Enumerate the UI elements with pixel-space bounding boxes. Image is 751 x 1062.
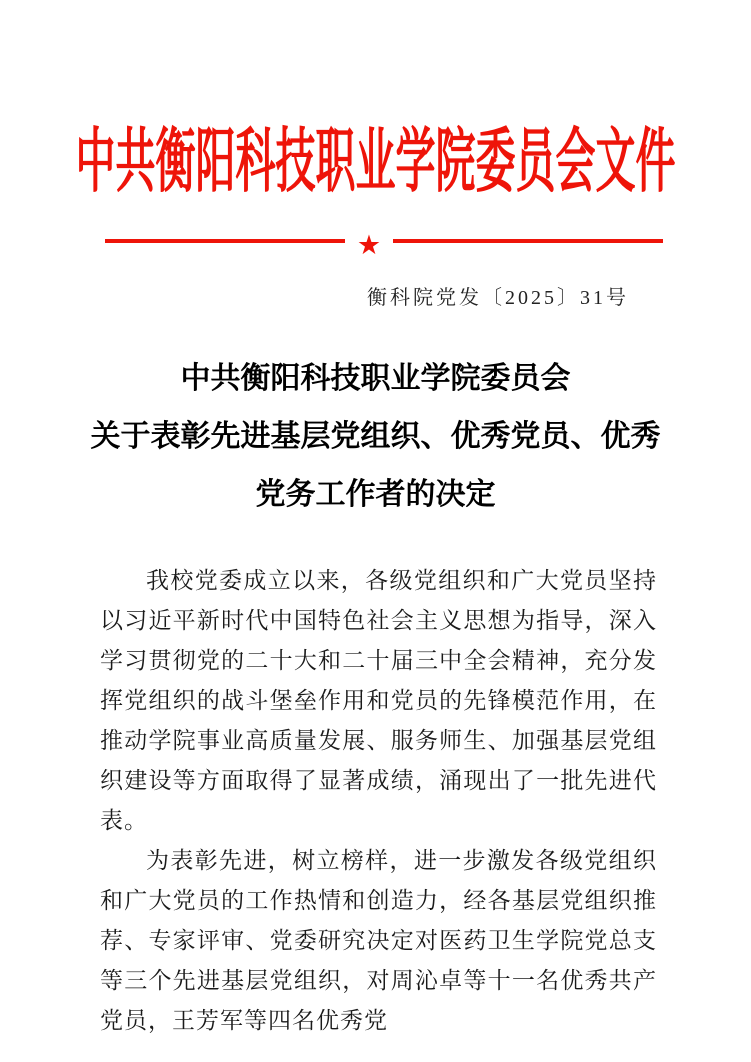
doc-body: [100, 561, 657, 1041]
doc-title: [48, 350, 703, 524]
doc-number: 衡科院党发〔2025〕31号: [367, 287, 629, 309]
doc-title-line-3: 党务工作者的决定: [255, 478, 496, 511]
star-icon: ★: [356, 230, 382, 260]
doc-title-line-2: 关于表彰先进基层党组织、优秀党员、优秀: [90, 420, 661, 453]
doc-title-line-1: 中共衡阳科技职业学院委员会: [180, 362, 571, 395]
body-paragraph-1: 我校党委成立以来，各级党组织和广大党员坚持以习近平新时代中国特色社会主义思想为指导，深入学习贯彻党的二十大和二十届三中全会精神，充分发挥党组织的战斗堡垒作用和党员的先锋模范作用，在推动学院事业高质量发展、服务师生、加强基层党组织建设等方面取得了显著成绩，涌现出了一批先进代表。: [100, 568, 657, 833]
body-paragraph-2: 为表彰先进，树立榜样，进一步激发各级党组织和广大党员的工作热情和创造力，经各基层党组织推荐、专家评审、党委研究决定对医药卫生学院党总支等三个先进基层党组织，对周沁卓等十一名优秀共产党员，王芳军等四名优秀党: [100, 848, 657, 1033]
letterhead-divider-left: [105, 239, 345, 243]
letterhead-title: 中共衡阳科技职业学院委员会文件: [75, 121, 676, 201]
letterhead-divider-right: [393, 239, 663, 243]
